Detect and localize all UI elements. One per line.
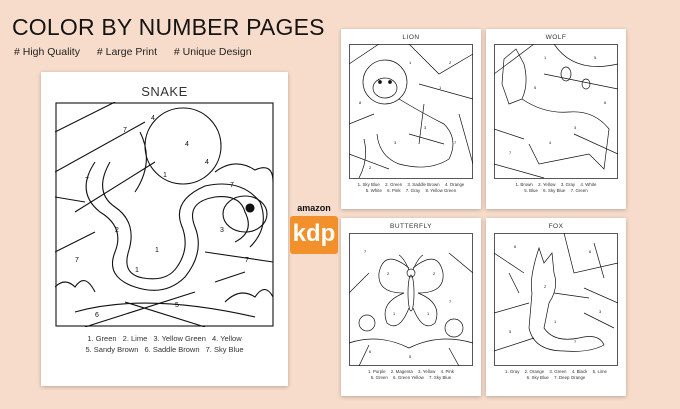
- wolf-legend-item: 3. Gray: [560, 182, 576, 187]
- svg-text:5: 5: [175, 302, 179, 309]
- svg-text:5: 5: [534, 85, 537, 90]
- lion-line-art: [349, 44, 473, 179]
- tag-unique-design: # Unique Design: [173, 46, 252, 58]
- svg-text:2: 2: [115, 227, 119, 234]
- lion-page-title: LION: [402, 34, 420, 41]
- butterfly-color-legend: [341, 369, 481, 382]
- svg-text:7: 7: [85, 177, 89, 184]
- fox-legend-item: 5. Lime: [592, 369, 607, 374]
- snake-legend-item: 6. Saddle Brown: [144, 344, 200, 354]
- svg-text:7: 7: [574, 339, 577, 344]
- lion-color-legend: [341, 182, 481, 195]
- wolf-color-legend: [486, 182, 626, 195]
- snake-page-title: SNAKE: [141, 84, 188, 99]
- svg-text:7: 7: [245, 257, 249, 264]
- amazon-wordmark: amazon: [297, 203, 331, 213]
- svg-text:2: 2: [369, 165, 372, 170]
- fox-color-legend: [486, 369, 626, 382]
- svg-text:7: 7: [123, 127, 127, 134]
- svg-text:2: 2: [387, 271, 390, 276]
- page-headline: COLOR BY NUMBER PAGES: [12, 14, 325, 40]
- snake-color-legend: [41, 334, 288, 356]
- wolf-legend-item: 2. Yellow: [538, 182, 556, 187]
- svg-text:1: 1: [135, 267, 139, 274]
- svg-text:6: 6: [604, 100, 607, 105]
- wolf-legend-item: 7. Green: [570, 188, 588, 194]
- svg-text:2: 2: [544, 284, 547, 289]
- svg-text:5: 5: [409, 354, 412, 359]
- tag-high-quality: # High Quality: [14, 46, 80, 58]
- svg-text:3: 3: [220, 227, 224, 234]
- svg-text:2: 2: [433, 271, 436, 276]
- butterfly-line-art: [349, 233, 473, 366]
- lion-legend-item: 5. White: [365, 188, 382, 194]
- svg-text:5: 5: [509, 329, 512, 334]
- snake-legend-item: 7. Sky Blue: [205, 344, 244, 354]
- butterfly-legend-item: 7. Sky Blue: [429, 375, 452, 381]
- butterfly-legend-item: 6. Green Yellow: [393, 375, 424, 381]
- svg-text:7: 7: [449, 299, 452, 304]
- butterfly-legend-item: 3. Yellow: [418, 369, 436, 374]
- butterfly-coloring-page: [341, 218, 481, 396]
- snake-line-art: [55, 102, 274, 327]
- svg-text:7: 7: [454, 140, 457, 145]
- snake-legend-item: 1. Green: [87, 334, 117, 343]
- svg-text:4: 4: [205, 159, 209, 166]
- svg-text:7: 7: [364, 249, 367, 254]
- butterfly-legend-item: 4. Pink: [440, 369, 455, 374]
- svg-text:6: 6: [95, 312, 99, 319]
- snake-legend-item: 4. Yellow: [212, 334, 242, 343]
- fox-coloring-page: [486, 218, 626, 396]
- snake-coloring-page: [41, 72, 288, 386]
- wolf-legend-item: 4. White: [580, 182, 597, 187]
- snake-legend-item: 2. Lime: [122, 334, 148, 343]
- lion-legend-item: 8. Yellow Green: [425, 188, 457, 194]
- wolf-line-art: [494, 44, 618, 179]
- svg-text:1: 1: [427, 311, 430, 316]
- svg-text:1: 1: [163, 172, 167, 179]
- svg-text:6: 6: [514, 244, 517, 249]
- lion-legend-item: 4. Orange: [444, 182, 465, 187]
- svg-text:2: 2: [449, 60, 452, 65]
- lion-legend-item: 6. Pink: [387, 188, 401, 194]
- svg-text:4: 4: [151, 115, 155, 122]
- svg-text:1: 1: [409, 60, 412, 65]
- fox-line-art: [494, 233, 618, 366]
- fox-legend-item: 3. Green: [549, 369, 567, 374]
- svg-text:3: 3: [424, 125, 427, 130]
- butterfly-page-title: BUTTERFLY: [390, 223, 432, 230]
- fox-page-title: FOX: [548, 223, 564, 230]
- lion-legend-item: 2. Green: [385, 182, 403, 187]
- svg-text:7: 7: [75, 257, 79, 264]
- svg-text:8: 8: [359, 100, 362, 105]
- svg-text:3: 3: [599, 309, 602, 314]
- amazon-kdp-logo: [289, 202, 339, 256]
- svg-text:4: 4: [185, 141, 189, 148]
- wolf-legend-item: 1. Brown: [515, 182, 533, 187]
- lion-legend-item: 3. Saddle Brown: [407, 182, 440, 187]
- wolf-legend-item: 5. Blue: [524, 188, 538, 194]
- feature-tags: [14, 46, 266, 58]
- butterfly-legend-item: 1. Purple: [367, 369, 386, 374]
- svg-text:4: 4: [549, 140, 552, 145]
- lion-legend-item: 1. Sky Blue: [357, 182, 380, 187]
- svg-text:1: 1: [439, 85, 442, 90]
- kdp-badge: kdp: [290, 216, 338, 254]
- fox-legend-item: 6. Sky Blue: [526, 375, 549, 381]
- svg-text:1: 1: [155, 247, 159, 254]
- butterfly-legend-item: 2. Magenta: [390, 369, 413, 374]
- wolf-coloring-page: [486, 29, 626, 209]
- lion-legend-item: 7. Gray: [405, 188, 421, 194]
- butterfly-legend-item: 5. Green: [370, 375, 388, 381]
- svg-text:1: 1: [554, 319, 557, 324]
- fox-legend-item: 2. Orange: [524, 369, 545, 374]
- wolf-legend-item: 6. Sky Blue: [543, 188, 566, 194]
- svg-text:3: 3: [574, 125, 577, 130]
- svg-text:3: 3: [394, 140, 397, 145]
- svg-text:1: 1: [393, 311, 396, 316]
- svg-text:5: 5: [594, 55, 597, 60]
- tag-large-print: # Large Print: [96, 46, 157, 58]
- snake-legend-item: 5. Sandy Brown: [85, 344, 139, 354]
- svg-text:1: 1: [544, 55, 547, 60]
- snake-legend-item: 3. Yellow Green: [153, 334, 206, 343]
- fox-legend-item: 1. Gray: [505, 369, 520, 374]
- svg-text:7: 7: [509, 150, 512, 155]
- svg-text:7: 7: [230, 182, 234, 189]
- svg-text:6: 6: [589, 249, 592, 254]
- lion-coloring-page: [341, 29, 481, 209]
- fox-legend-item: 4. Black: [571, 369, 588, 374]
- svg-text:6: 6: [369, 349, 372, 354]
- fox-legend-item: 7. Deep Orange: [554, 375, 586, 381]
- wolf-page-title: WOLF: [545, 34, 567, 41]
